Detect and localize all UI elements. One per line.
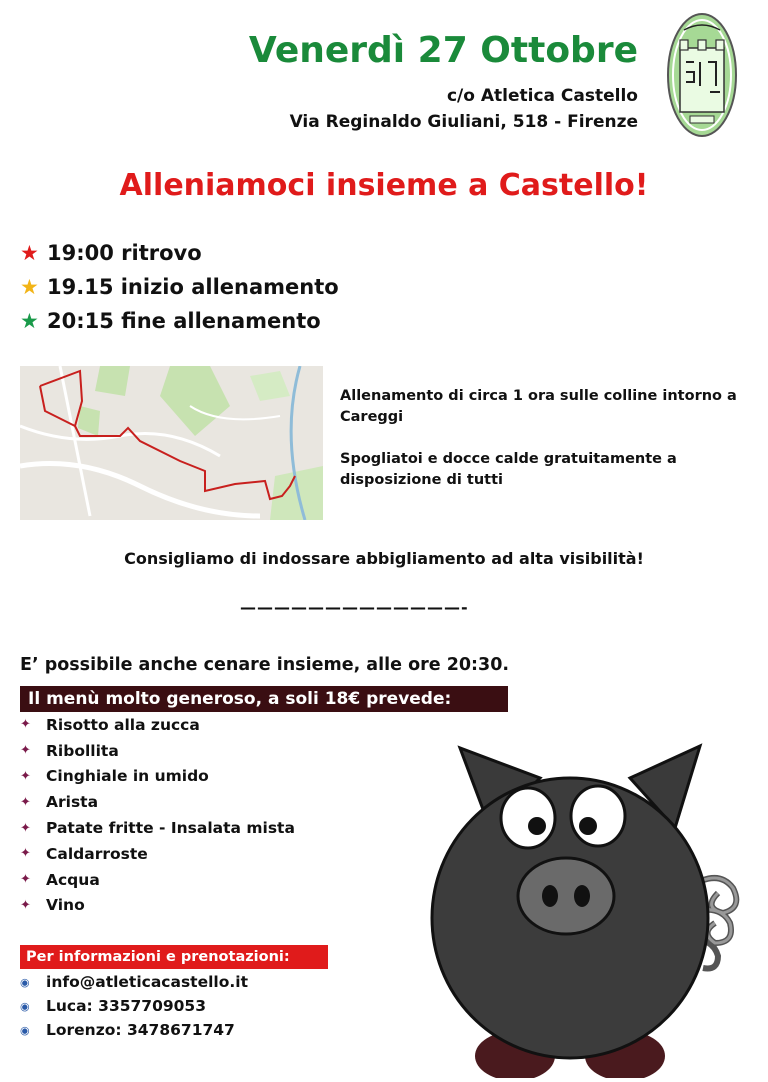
bullet-circle-icon: ◉ — [20, 1023, 30, 1037]
event-date: Venerdì 27 Ottobre — [248, 30, 638, 71]
list-item: ✦ Vino — [20, 896, 85, 915]
list-item: ✦ Patate fritte - Insalata mista — [20, 819, 295, 838]
sparkle-bullet-icon: ✦ — [20, 794, 31, 810]
list-item: ✦ Cinghiale in umido — [20, 767, 209, 786]
sparkle-bullet-icon: ✦ — [20, 717, 31, 733]
sparkle-bullet-icon: ✦ — [20, 820, 31, 836]
bullet-circle-icon: ◉ — [20, 999, 30, 1013]
venue-name: c/o Atletica Castello — [446, 86, 638, 106]
star-icon: ★ — [20, 275, 39, 299]
contacts-list — [20, 970, 248, 1042]
schedule-text: 20:15 fine allenamento — [47, 309, 321, 333]
list-item: ✦ Risotto alla zucca — [20, 715, 200, 734]
star-icon: ★ — [20, 241, 39, 265]
sparkle-bullet-icon: ✦ — [20, 872, 31, 888]
list-item: ✦ Arista — [20, 793, 99, 812]
list-item: ✦ Acqua — [20, 870, 100, 889]
schedule-text: 19:00 ritrovo — [47, 241, 202, 265]
schedule-text: 19.15 inizio allenamento — [47, 275, 339, 299]
bullet-circle-icon: ◉ — [20, 975, 30, 989]
list-item: ✦ Ribollita — [20, 741, 119, 760]
sparkle-bullet-icon: ✦ — [20, 897, 31, 913]
schedule-item — [20, 236, 339, 270]
route-map — [20, 366, 323, 520]
headline: Alleniamoci insieme a Castello! — [119, 168, 649, 203]
menu-list — [20, 712, 295, 918]
schedule-list — [20, 236, 339, 338]
menu-title: Il menù molto generoso, a soli 18€ prevede: — [20, 686, 508, 712]
venue-address — [290, 83, 638, 135]
info-duration: Allenamento di circa 1 ora sulle colline intorno a Careggi — [340, 388, 737, 425]
divider: —————————————- — [240, 598, 469, 617]
sparkle-bullet-icon: ✦ — [20, 846, 31, 862]
contact-phone-lorenzo[interactable]: ◉ Lorenzo: 3478671747 — [20, 1021, 235, 1039]
schedule-item — [20, 270, 339, 304]
schedule-item — [20, 304, 339, 338]
info-facilities: Spogliatoi e docce calde gratuitamente a disposizione di tutti — [340, 451, 677, 488]
club-logo — [666, 12, 738, 138]
contacts-title: Per informazioni e prenotazioni: — [20, 945, 328, 969]
training-info — [340, 386, 740, 512]
boar-illustration — [420, 738, 750, 1078]
star-icon: ★ — [20, 309, 39, 333]
sparkle-bullet-icon: ✦ — [20, 743, 31, 759]
dinner-intro: E’ possibile anche cenare insieme, alle ore 20:30. — [20, 655, 510, 675]
contact-phone-luca[interactable]: ◉ Luca: 3357709053 — [20, 997, 207, 1015]
venue-street: Via Reginaldo Giuliani, 518 - Firenze — [289, 112, 638, 132]
list-item: ✦ Caldarroste — [20, 844, 148, 863]
visibility-advice: Consigliamo di indossare abbigliamento ad alta visibilità! — [124, 549, 644, 568]
sparkle-bullet-icon: ✦ — [20, 768, 31, 784]
contact-email[interactable]: ◉ info@atleticacastello.it — [20, 973, 248, 991]
